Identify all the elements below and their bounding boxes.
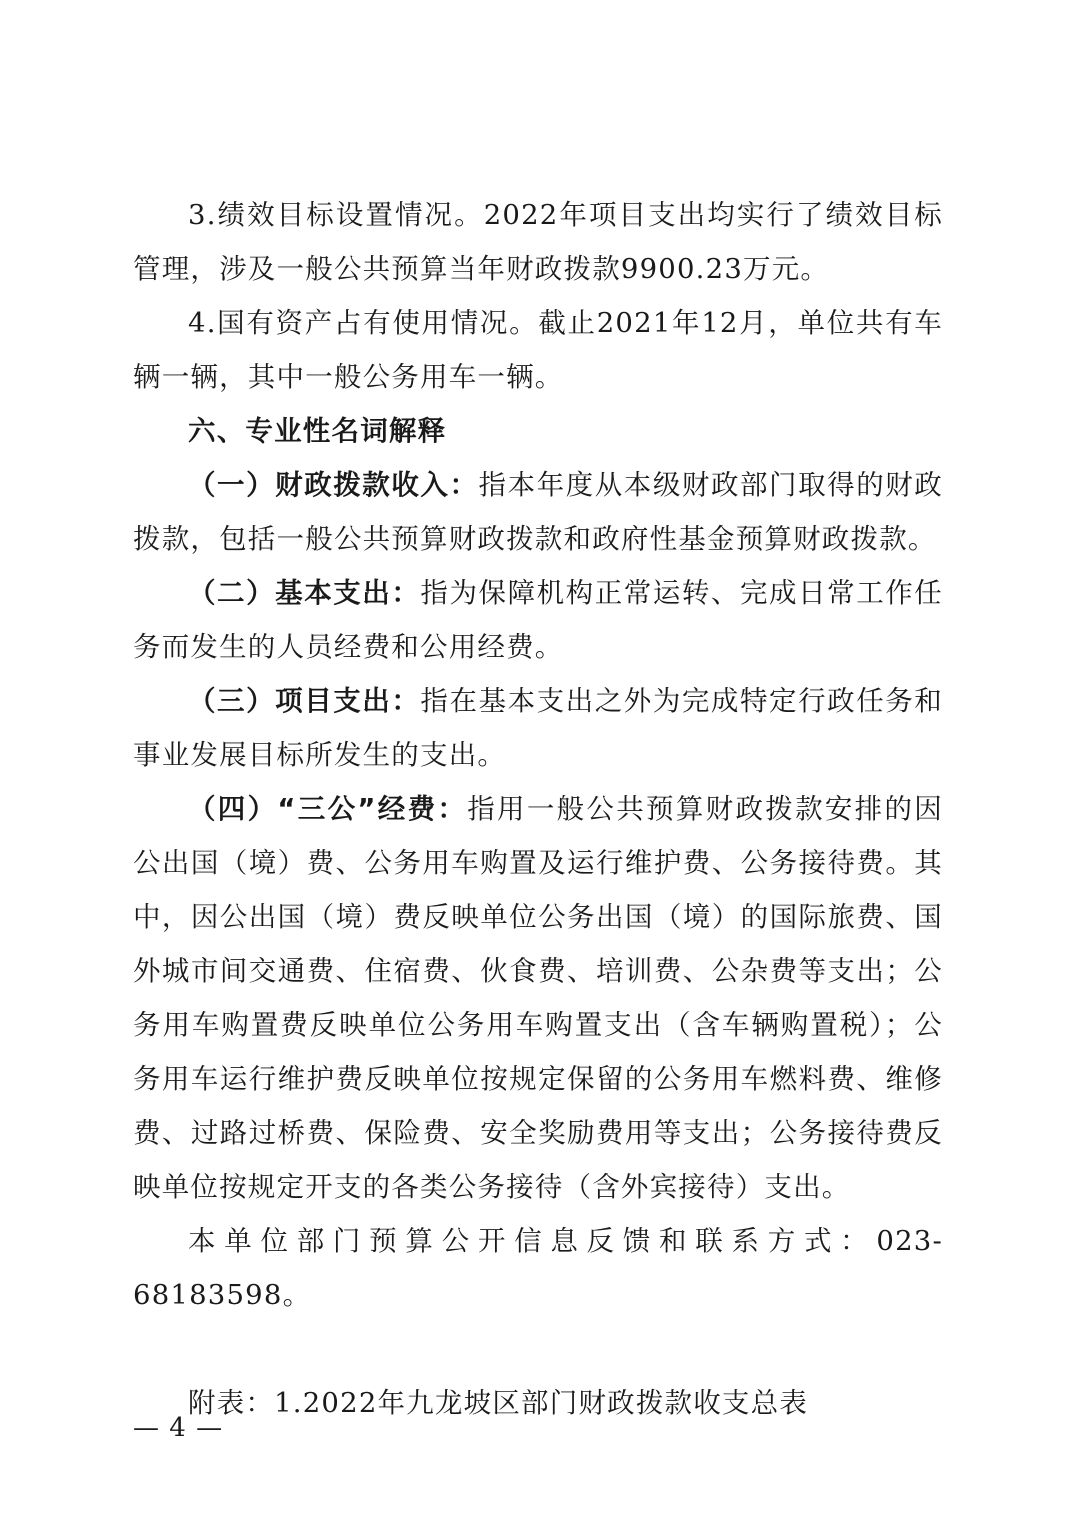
blank-line	[133, 1322, 943, 1376]
attachment-line: 附表：1.2022年九龙坡区部门财政拨款收支总表	[188, 1387, 809, 1419]
definition-term: （三）项目支出：	[188, 685, 421, 717]
definition-text: 指用一般公共预算财政拨款安排的因公出国（境）费、公务用车购置及运行维护费、公务接待费。其中，因公出国（境）费反映单位公务出国（境）的国际旅费、国外城市间交通费、住宿费、伙食费、培训费、公杂费等支出；公务用车购置费反映单位公务用车购置支出（含车辆购置税）；公务用车运行维护费反映单位按规定保留的公务用车燃料费、维修费、过路过桥费、保险费、安全奖励费用等支出；公务接待费反映单位按规定开支的各类公务接待（含外宾接待）支出。	[133, 793, 943, 1203]
paragraph-state-assets: 4.国有资产占有使用情况。截止2021年12月，单位共有车辆一辆，其中一般公务用车一辆。	[133, 307, 943, 393]
definition-basic-expenditure	[133, 566, 943, 674]
contact-paragraph: 本单位部门预算公开信息反馈和联系方式：023-68183598。	[133, 1225, 943, 1311]
definition-project-expenditure	[133, 674, 943, 782]
definition-three-public-expenses	[133, 782, 943, 1214]
definition-term: （二）基本支出：	[188, 577, 421, 609]
paragraph-performance-goals: 3.绩效目标设置情况。2022年项目支出均实行了绩效目标管理，涉及一般公共预算当年财政拨款9900.23万元。	[133, 199, 943, 285]
definition-term: （一）财政拨款收入：	[188, 469, 479, 501]
section-heading: 六、专业性名词解释	[188, 415, 447, 447]
definition-fiscal-appropriation	[133, 458, 943, 566]
definition-text: 指在基本支出之外为完成特定行政任务和事业发展目标所发生的支出。	[133, 685, 943, 771]
definition-text: 指本年度从本级财政部门取得的财政拨款，包括一般公共预算财政拨款和政府性基金预算财政拨款。	[133, 469, 944, 555]
definition-text: 指为保障机构正常运转、完成日常工作任务而发生的人员经费和公用经费。	[133, 577, 943, 663]
definition-term: （四）“三公”经费：	[188, 793, 468, 825]
document-body	[133, 188, 943, 1430]
page-number: — 4 —	[133, 1413, 224, 1443]
